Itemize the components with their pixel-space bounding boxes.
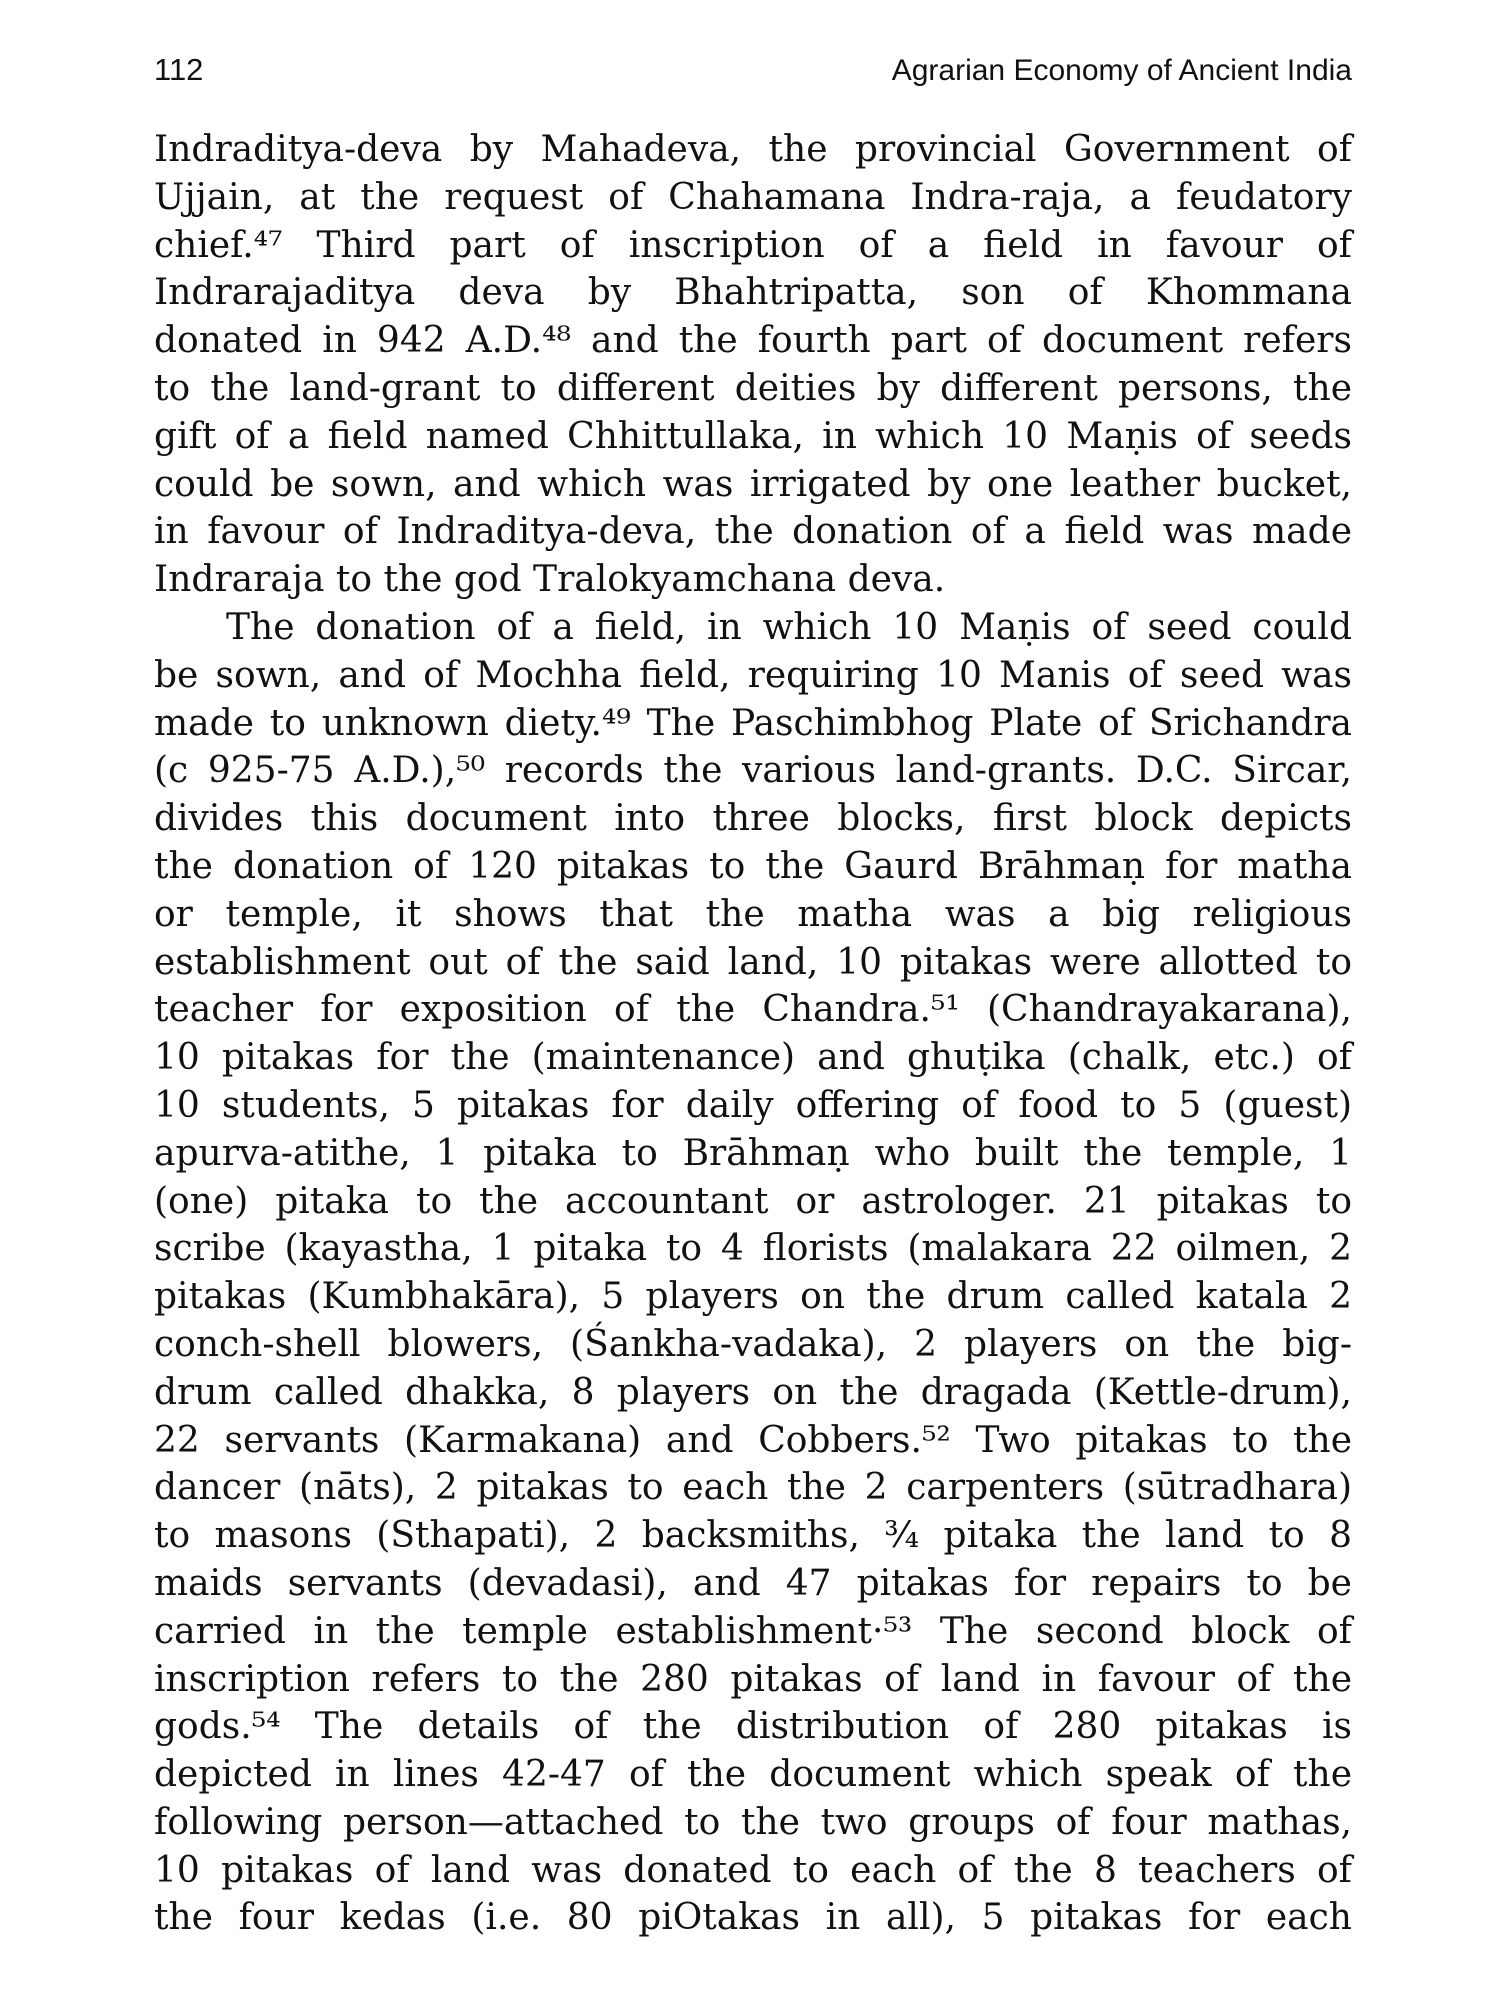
page-header — [154, 52, 1352, 96]
text-line: establishment out of the said land, 10 pitakas were allotted to — [154, 941, 1352, 983]
text-line: apurva-atithe, 1 pitaka to Brāhmaṇ who built the temple, 1 — [154, 1132, 1352, 1174]
text-line: The donation of a field, in which 10 Maṇis of seed could — [226, 606, 1352, 648]
text-line: depicted in lines 42-47 of the document which speak of the — [154, 1754, 1352, 1796]
text-line: or temple, it shows that the matha was a big religious — [154, 893, 1352, 935]
text-line: gods.⁵⁴ The details of the distribution of 280 pitakas is — [154, 1706, 1352, 1748]
text-line: be sown, and of Mochha field, requiring 10 Manis of seed was — [154, 654, 1352, 696]
text-line: carried in the temple establishment·⁵³ The second block of — [154, 1610, 1352, 1652]
text-line: Ujjain, at the request of Chahamana Indra-raja, a feudatory — [154, 176, 1352, 218]
text-line: (one) pitaka to the accountant or astrologer. 21 pitakas to — [154, 1180, 1352, 1222]
text-line: divides this document into three blocks, first block depicts — [154, 798, 1352, 840]
text-line: to the land-grant to different deities by different persons, the — [154, 367, 1352, 409]
paragraph — [154, 604, 1352, 1942]
text-line: Indraraja to the god Tralokyamchana deva. — [154, 559, 946, 601]
text-line: the donation of 120 pitakas to the Gaurd Brāhmaṇ for matha — [154, 845, 1352, 887]
text-line: 10 pitakas for the (maintenance) and ghuṭika (chalk, etc.) of — [154, 1037, 1352, 1079]
text-line: drum called dhakka, 8 players on the dragada (Kettle-drum), — [154, 1371, 1352, 1413]
text-line: pitakas (Kumbhakāra), 5 players on the drum called katala 2 — [154, 1276, 1352, 1318]
page-number: 112 — [154, 52, 204, 87]
text-line: made to unknown diety.⁴⁹ The Paschimbhog Plate of Srichandra — [154, 702, 1352, 744]
text-line: gift of a field named Chhittullaka, in which 10 Maṇis of seeds — [154, 415, 1352, 457]
text-line: chief.⁴⁷ Third part of inscription of a field in favour of — [154, 224, 1352, 266]
text-line: 10 pitakas of land was donated to each of the 8 teachers of — [154, 1849, 1352, 1891]
text-line: teacher for exposition of the Chandra.⁵¹ (Chandrayakarana), — [154, 989, 1352, 1031]
text-line: Indraditya-deva by Mahadeva, the provincial Government of — [154, 129, 1352, 170]
body-text — [154, 126, 1352, 1942]
text-line: following person—attached to the two groups of four mathas, — [154, 1801, 1352, 1843]
text-line: inscription refers to the 280 pitakas of land in favour of the — [154, 1658, 1352, 1700]
text-line: 10 students, 5 pitakas for daily offering of food to 5 (guest) — [154, 1084, 1352, 1126]
paragraph — [154, 126, 1352, 604]
text-line: the four kedas (i.e. 80 piOtakas in all), 5 pitakas for each — [154, 1897, 1352, 1939]
text-line: scribe (kayastha, 1 pitaka to 4 florists (malakara 22 oilmen, 2 — [154, 1228, 1352, 1270]
text-line: Indrarajaditya deva by Bhahtripatta, son of Khommana — [154, 272, 1352, 314]
text-line: dancer (nāts), 2 pitakas to each the 2 carpenters (sūtradhara) — [154, 1467, 1352, 1509]
text-line: 22 servants (Karmakana) and Cobbers.⁵² Two pitakas to the — [154, 1419, 1352, 1461]
text-line: in favour of Indraditya-deva, the donation of a field was made — [154, 511, 1352, 553]
text-line: to masons (Sthapati), 2 backsmiths, ¾ pitaka the land to 8 — [154, 1515, 1352, 1557]
text-line: (c 925-75 A.D.),⁵⁰ records the various land-grants. D.C. Sircar, — [154, 750, 1352, 792]
running-title: Agrarian Economy of Ancient India — [891, 54, 1352, 87]
text-line: conch-shell blowers, (Śankha-vadaka), 2 players on the big- — [154, 1323, 1352, 1365]
text-line: maids servants (devadasi), and 47 pitakas for repairs to be — [154, 1562, 1352, 1604]
text-line: donated in 942 A.D.⁴⁸ and the fourth part of document refers — [154, 320, 1352, 362]
text-line: could be sown, and which was irrigated by one leather bucket, — [154, 463, 1352, 505]
